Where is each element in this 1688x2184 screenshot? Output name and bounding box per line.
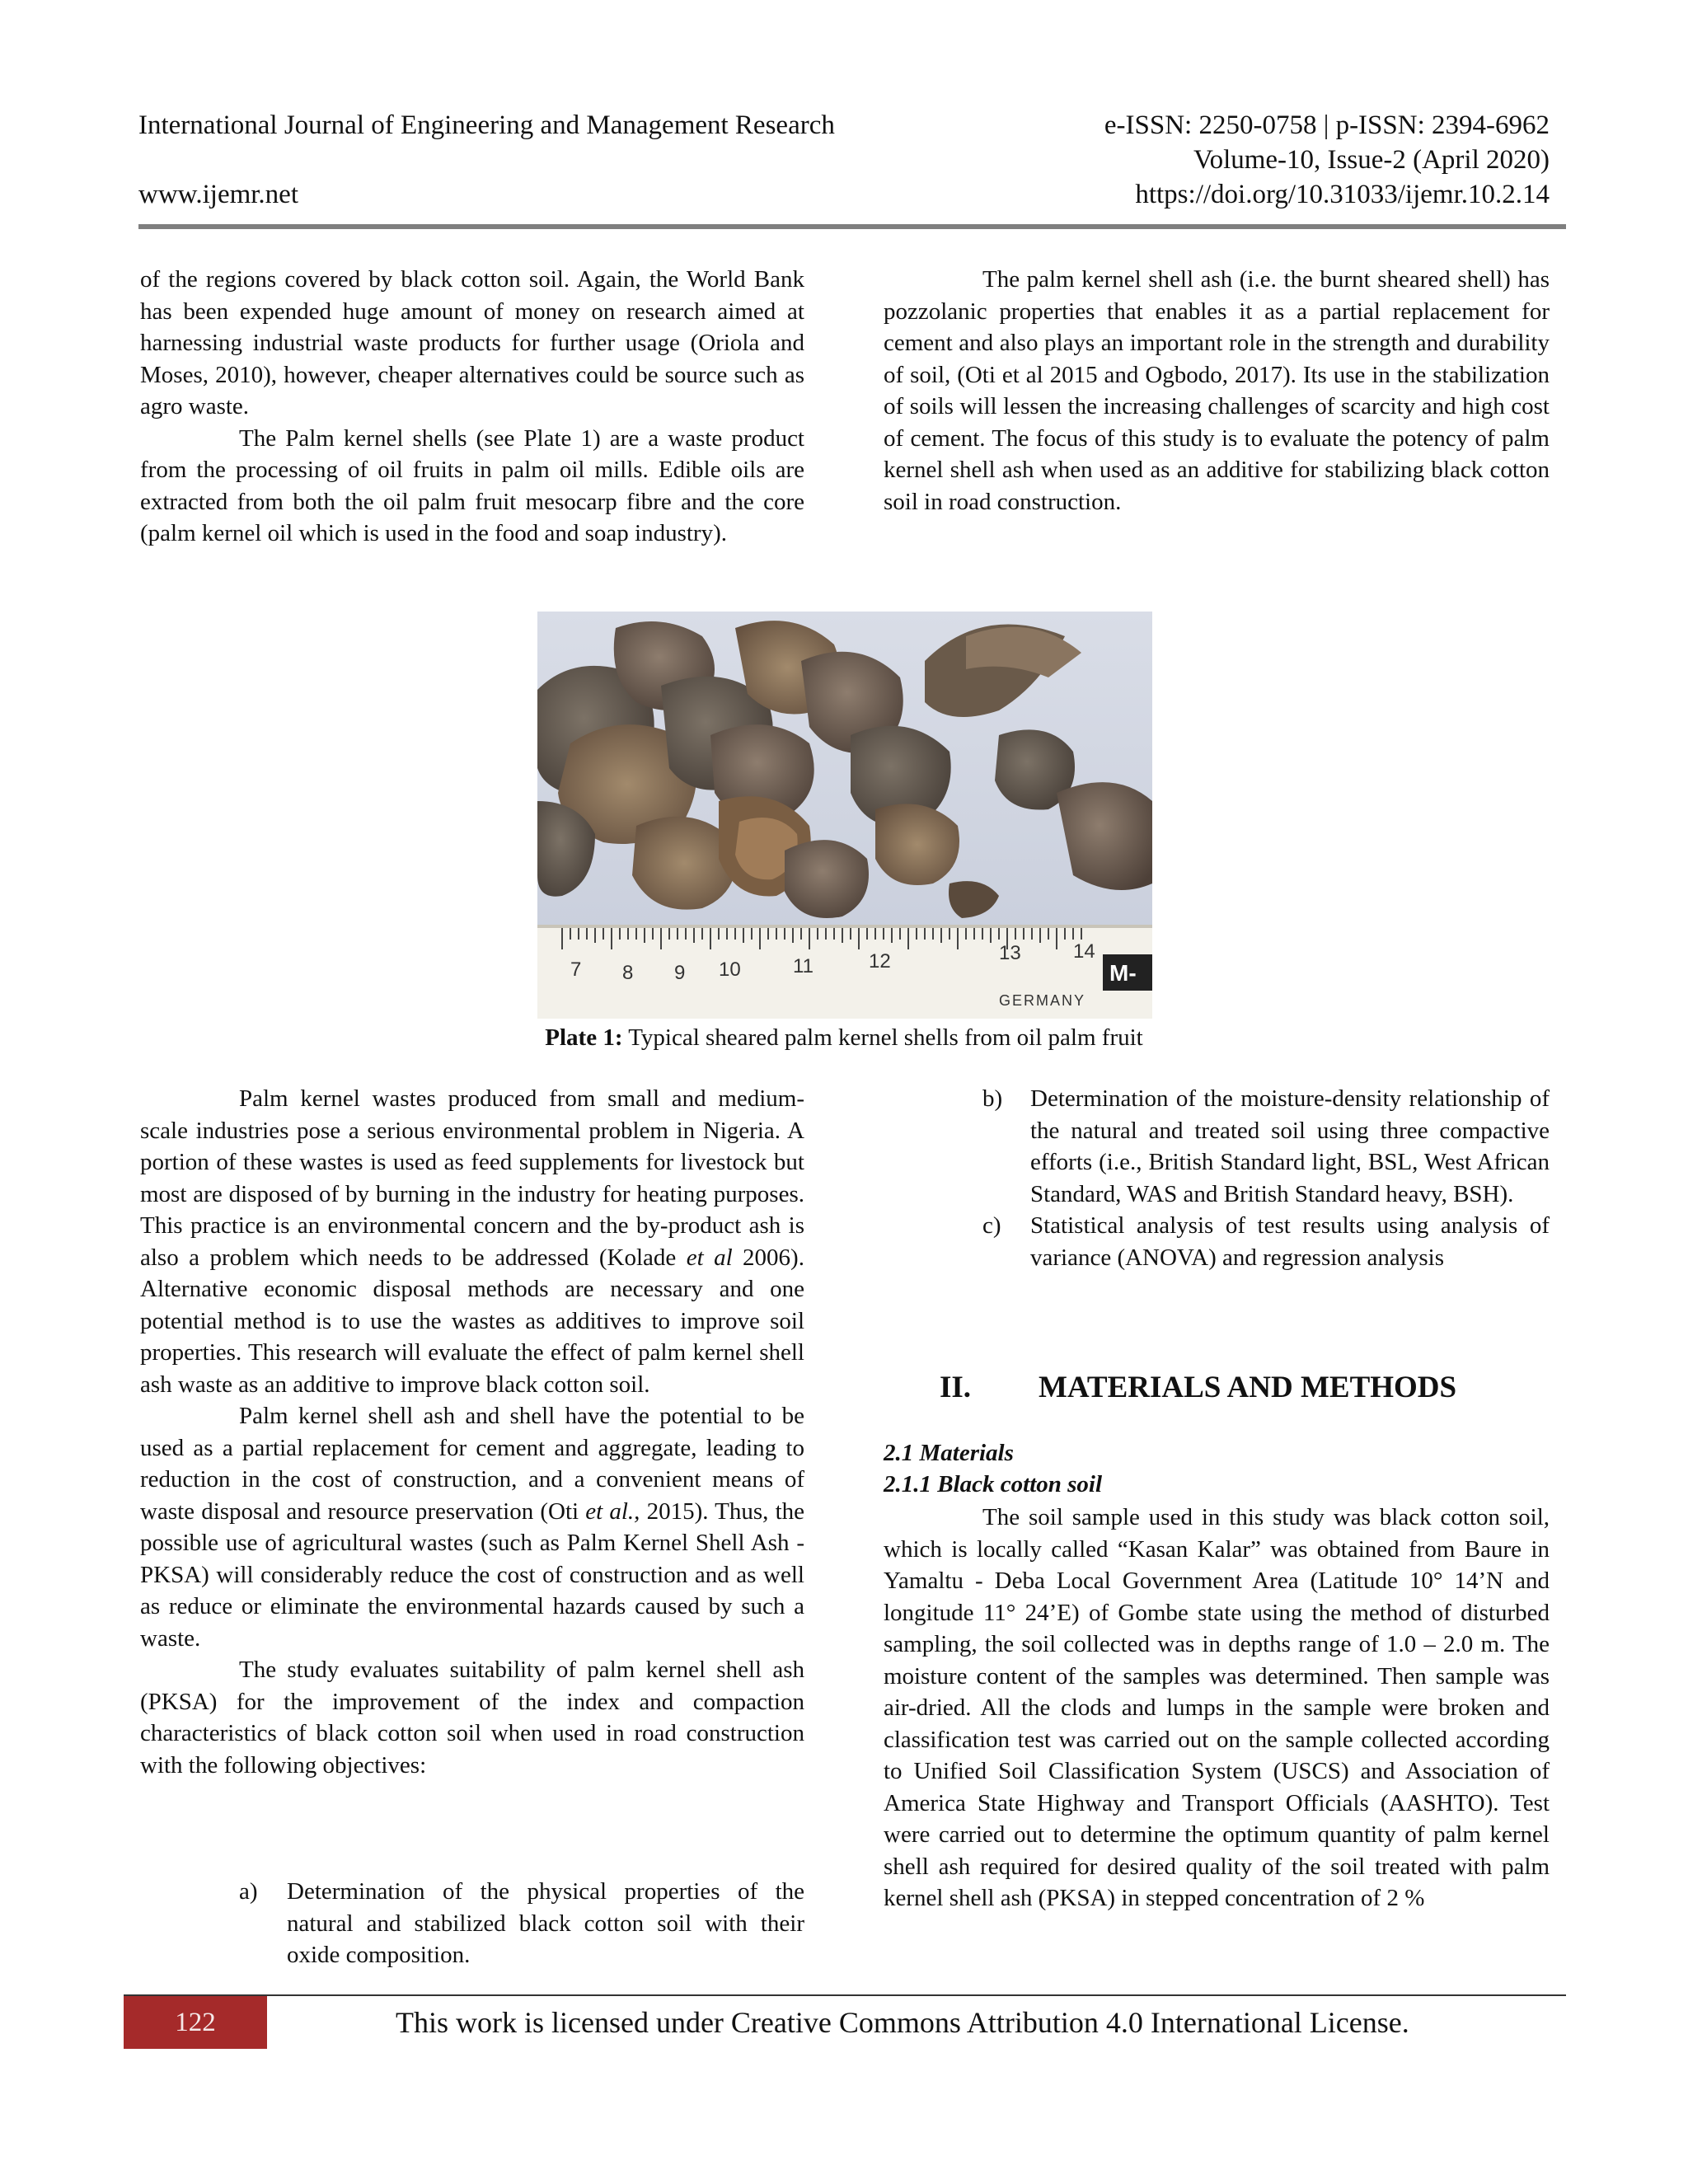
section-heading: [940, 1370, 1456, 1406]
paragraph: of the regions covered by black cotton soil. Again, the World Bank has been expended huge amount of money on research aimed at harnessing industrial waste products for further usage (Oriola and Moses, 2010), however, cheaper alternatives could be source such as agro waste.: [140, 266, 804, 419]
text-run: Palm kernel wastes produced from small and medium-scale industries pose a serious environmental problem in Nigeria. A portion of these wastes is used as feed supplements for livestock but most are disposed of by burning in the industry for heating purposes. This practice is an environmental concern and the by-product ash is also a problem which needs to be addressed (Kolade: [140, 1085, 804, 1271]
ruler-logo: M-: [1109, 960, 1137, 986]
list-item: [239, 1876, 804, 1971]
paragraph: [140, 1400, 804, 1654]
page-number: 122: [124, 1996, 267, 2049]
subsection-heading: 2.1 Materials: [884, 1440, 1014, 1466]
section-title: MATERIALS AND METHODS: [1039, 1371, 1457, 1404]
objective-list-left: [239, 1876, 804, 1971]
header-rule: [138, 224, 1566, 229]
paragraph: [140, 1083, 804, 1400]
caption-text: Typical sheared palm kernel shells from oil palm fruit: [622, 1024, 1143, 1051]
plate-caption: [0, 1022, 1688, 1053]
footer-rule: [124, 1994, 1566, 1996]
paragraph: The Palm kernel shells (see Plate 1) are a waste product from the processing of oil fruits in palm oil mills. Edible oils are extracted from both the oil palm fruit mesocarp fibre and the core (palm kernel oil which is used in the food and soap industry).: [140, 424, 804, 546]
list-marker: b): [982, 1085, 1003, 1112]
list-item-text: Statistical analysis of test results using analysis of variance (ANOVA) and regression analysis: [1030, 1212, 1550, 1271]
right-column-top: [884, 264, 1550, 518]
ruler-number: 9: [674, 962, 686, 984]
list-item-text: Determination of the moisture-density relationship of the natural and treated soil using three compactive efforts (i.e., British Standard light, BSL, West African Standard, WAS and British Standard heavy, BSH).: [1030, 1085, 1550, 1207]
journal-title: International Journal of Engineering and Management Research: [138, 110, 835, 140]
ruler-number: 10: [719, 958, 741, 981]
list-marker: a): [239, 1878, 258, 1905]
caption-label: Plate 1:: [545, 1024, 623, 1051]
text-run: 2006). Alternative economic disposal methods are necessary and one potential method is to use the wastes as additives to improve soil properties. This research will evaluate the effect of palm kernel shell ash waste as an additive to improve black cotton soil.: [140, 1244, 804, 1398]
ruler-number: 8: [622, 962, 634, 984]
palm-kernel-shells-illustration: [537, 612, 1152, 1019]
section-number: II.: [940, 1371, 972, 1404]
ruler-number: 13: [999, 942, 1021, 964]
ruler-brand: GERMANY: [999, 992, 1086, 1009]
ruler-number: 14: [1073, 940, 1095, 963]
list-item-text: Determination of the physical properties of the natural and stabilized black cotton soil with their oxide composition.: [287, 1878, 804, 1968]
ruler-number: 7: [570, 958, 582, 981]
right-column-bottom: [884, 1502, 1550, 1915]
paragraph: The palm kernel shell ash (i.e. the burnt sheared shell) has pozzolanic properties that enables it as a partial replacement for cement and also plays an important role in the strength and durability of soil, (Oti et al 2015 and Ogbodo, 2017). Its use in the stabilization of soils will lessen the increasing challenges of scarcity and high cost of cement. The focus of this study is to evaluate the potency of palm kernel shell ash when used as an additive for stabilizing black cotton soil in road construction.: [884, 266, 1550, 515]
paragraph: The soil sample used in this study was black cotton soil, which is locally called “Kasan Kalar” was obtained from Baure in Yamaltu - Deba Local Government Area (Latitude 10° 14’N and longitude 11° 24’E) of Gombe state using the method of disturbed sampling, the soil collected was in depths range of 1.0 – 2.0 m. The moisture content of the samples was determined. Then sample was air-dried. All the clods and lumps in the sample were broken and classification test was carried out on the sample collected according to Unified Soil Classification System (USCS) and Association of America State Highway and Transport Officials (AASHTO). Test were carried out to determine the optimum quantity of palm kernel shell ash required for desired quality of the soil treated with palm kernel shell ash (PKSA) in stepped concentration of 2 %: [884, 1504, 1550, 1911]
license-text: This work is licensed under Creative Commons Attribution 4.0 International License.: [396, 2006, 1409, 2039]
list-item: [982, 1083, 1550, 1210]
list-item: [982, 1210, 1550, 1273]
volume-text: Volume-10, Issue-2 (April 2020): [1193, 145, 1550, 175]
italic-run: et al: [686, 1244, 733, 1271]
italic-run: et al.,: [585, 1497, 640, 1525]
left-column-bottom: [140, 1083, 804, 1781]
left-column-top: [140, 264, 804, 550]
doi-link[interactable]: https://doi.org/10.31033/ijemr.10.2.14: [1135, 180, 1550, 209]
plate-1-photo: [537, 612, 1152, 1019]
text-run: Palm kernel shell ash and shell have the potential to be used as a partial replacement for cement and aggregate, leading to reduction in the cost of construction, and a convenient means of waste disposal and resource preservation (Oti: [140, 1403, 804, 1525]
list-marker: c): [982, 1212, 1001, 1239]
ruler-number: 11: [793, 955, 814, 977]
objective-list-right: [982, 1083, 1550, 1273]
ruler-number: 12: [869, 950, 891, 972]
paragraph: The study evaluates suitability of palm kernel shell ash (PKSA) for the improvement of the index and compaction characteristics of black cotton soil when used in road construction with the following objectives:: [140, 1657, 804, 1779]
issn-text: e-ISSN: 2250-0758 | p-ISSN: 2394-6962: [1104, 110, 1550, 140]
text-run: 2015). Thus, the possible use of agricultural wastes (such as Palm Kernel Shell Ash - PKSA) will considerably reduce the cost of construction and as well as reduce or eliminate the environmental hazards caused by such a waste.: [140, 1497, 804, 1652]
website-link[interactable]: www.ijemr.net: [138, 180, 298, 209]
subsubsection-heading: 2.1.1 Black cotton soil: [884, 1471, 1103, 1497]
